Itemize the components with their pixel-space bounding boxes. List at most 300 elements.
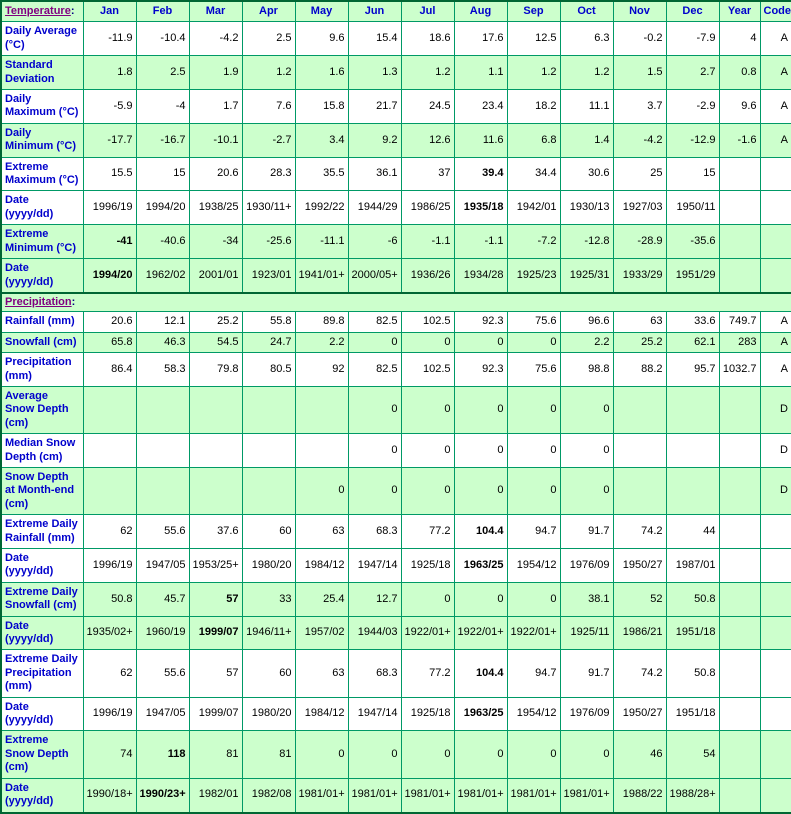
temperature-section-header-cell: [1, 1, 83, 22]
data-cell: [83, 434, 136, 468]
data-cell: 89.8: [295, 312, 348, 332]
data-cell: 50.8: [83, 582, 136, 616]
data-cell: A: [760, 90, 791, 124]
data-cell: 18.6: [401, 22, 454, 56]
col-header-may: May: [295, 1, 348, 22]
data-cell: 15.5: [83, 157, 136, 191]
data-cell: 52: [613, 582, 666, 616]
data-cell: 1999/07: [189, 697, 242, 731]
data-cell: A: [760, 123, 791, 157]
col-header-jun: Jun: [348, 1, 401, 22]
data-cell: 1925/31: [560, 259, 613, 293]
table-row: [1, 191, 791, 225]
data-cell: 1976/09: [560, 697, 613, 731]
precipitation-section-row: [1, 293, 791, 312]
precipitation-section-header-cell: [1, 293, 791, 312]
data-cell: 0: [401, 332, 454, 352]
data-cell: 2.5: [242, 22, 295, 56]
row-label: Median Snow Depth (cm): [1, 434, 83, 468]
row-label: Extreme Maximum (°C): [1, 157, 83, 191]
data-cell: 1951/18: [666, 697, 719, 731]
data-cell: 0: [348, 434, 401, 468]
data-cell: 15.4: [348, 22, 401, 56]
data-cell: 0: [507, 332, 560, 352]
data-cell: 1.2: [507, 56, 560, 90]
data-cell: 0: [560, 731, 613, 778]
data-cell: 1986/21: [613, 616, 666, 650]
data-cell: [760, 157, 791, 191]
data-cell: 1934/28: [454, 259, 507, 293]
row-label: Extreme Snow Depth (cm): [1, 731, 83, 778]
data-cell: 0: [454, 434, 507, 468]
row-label: Extreme Minimum (°C): [1, 225, 83, 259]
data-cell: 2.2: [295, 332, 348, 352]
data-cell: 57: [189, 650, 242, 697]
data-cell: 0: [348, 467, 401, 514]
row-label: Extreme Daily Rainfall (mm): [1, 515, 83, 549]
data-cell: 3.4: [295, 123, 348, 157]
data-cell: 44: [666, 515, 719, 549]
table-row: [1, 157, 791, 191]
precipitation-section-link[interactable]: Precipitation: [5, 295, 72, 308]
data-cell: 81: [242, 731, 295, 778]
data-cell: 1980/20: [242, 697, 295, 731]
data-cell: 0: [348, 386, 401, 433]
data-cell: 92.3: [454, 353, 507, 387]
row-label: Date (yyyy/dd): [1, 259, 83, 293]
row-label: Average Snow Depth (cm): [1, 386, 83, 433]
data-cell: A: [760, 353, 791, 387]
col-header-aug: Aug: [454, 1, 507, 22]
data-cell: -4.2: [613, 123, 666, 157]
data-cell: 62: [83, 515, 136, 549]
data-cell: 1987/01: [666, 549, 719, 583]
data-cell: 1950/27: [613, 697, 666, 731]
data-cell: 15.8: [295, 90, 348, 124]
data-cell: 1.4: [560, 123, 613, 157]
row-label: Date (yyyy/dd): [1, 697, 83, 731]
data-cell: [760, 778, 791, 812]
data-cell: 102.5: [401, 312, 454, 332]
data-cell: [760, 549, 791, 583]
data-cell: -11.9: [83, 22, 136, 56]
data-cell: 9.2: [348, 123, 401, 157]
data-cell: -25.6: [242, 225, 295, 259]
data-cell: [83, 386, 136, 433]
data-cell: 1.6: [295, 56, 348, 90]
data-cell: 95.7: [666, 353, 719, 387]
data-cell: 2.5: [136, 56, 189, 90]
data-cell: 80.5: [242, 353, 295, 387]
data-cell: -5.9: [83, 90, 136, 124]
data-cell: 6.8: [507, 123, 560, 157]
data-cell: 1925/23: [507, 259, 560, 293]
data-cell: 1950/27: [613, 549, 666, 583]
data-cell: 39.4: [454, 157, 507, 191]
data-cell: 283: [719, 332, 760, 352]
data-cell: 1954/12: [507, 697, 560, 731]
data-cell: 82.5: [348, 353, 401, 387]
section-colon: :: [71, 295, 76, 308]
row-label: Date (yyyy/dd): [1, 191, 83, 225]
table-row: [1, 582, 791, 616]
data-cell: 1992/22: [295, 191, 348, 225]
data-cell: 2.7: [666, 56, 719, 90]
data-cell: -2.7: [242, 123, 295, 157]
row-label: Snowfall (cm): [1, 332, 83, 352]
data-cell: 9.6: [295, 22, 348, 56]
data-cell: 1930/13: [560, 191, 613, 225]
data-cell: [719, 157, 760, 191]
data-cell: 25.4: [295, 582, 348, 616]
data-cell: -4.2: [189, 22, 242, 56]
data-cell: 68.3: [348, 515, 401, 549]
data-cell: 1976/09: [560, 549, 613, 583]
data-cell: A: [760, 22, 791, 56]
data-cell: 60: [242, 650, 295, 697]
col-header-feb: Feb: [136, 1, 189, 22]
data-cell: 0: [507, 386, 560, 433]
data-cell: -40.6: [136, 225, 189, 259]
data-cell: A: [760, 332, 791, 352]
data-cell: 55.8: [242, 312, 295, 332]
data-cell: [719, 434, 760, 468]
data-cell: 34.4: [507, 157, 560, 191]
data-cell: 0: [560, 434, 613, 468]
data-cell: 0: [507, 434, 560, 468]
table-row: [1, 312, 791, 332]
data-cell: 1925/18: [401, 697, 454, 731]
data-cell: 21.7: [348, 90, 401, 124]
data-cell: 0: [454, 386, 507, 433]
data-cell: 1957/02: [295, 616, 348, 650]
data-cell: 1981/01+: [295, 778, 348, 812]
data-cell: 79.8: [189, 353, 242, 387]
data-cell: 1935/18: [454, 191, 507, 225]
data-cell: [719, 778, 760, 812]
data-cell: [295, 386, 348, 433]
data-cell: -16.7: [136, 123, 189, 157]
data-cell: 68.3: [348, 650, 401, 697]
data-cell: 1936/26: [401, 259, 454, 293]
data-cell: 20.6: [83, 312, 136, 332]
data-cell: 92: [295, 353, 348, 387]
data-cell: [242, 386, 295, 433]
data-cell: 25.2: [189, 312, 242, 332]
data-cell: -34: [189, 225, 242, 259]
data-cell: [760, 697, 791, 731]
data-cell: 86.4: [83, 353, 136, 387]
data-cell: 30.6: [560, 157, 613, 191]
data-cell: 55.6: [136, 515, 189, 549]
data-cell: 20.6: [189, 157, 242, 191]
data-cell: 1.7: [189, 90, 242, 124]
data-cell: 36.1: [348, 157, 401, 191]
data-cell: 18.2: [507, 90, 560, 124]
data-cell: 11.1: [560, 90, 613, 124]
data-cell: 0: [348, 332, 401, 352]
data-cell: [666, 386, 719, 433]
data-cell: [719, 386, 760, 433]
row-label: Daily Minimum (°C): [1, 123, 83, 157]
data-cell: [760, 259, 791, 293]
data-cell: 28.3: [242, 157, 295, 191]
data-cell: 1990/18+: [83, 778, 136, 812]
data-cell: 12.5: [507, 22, 560, 56]
data-cell: 81: [189, 731, 242, 778]
data-cell: 1981/01+: [401, 778, 454, 812]
data-cell: 33: [242, 582, 295, 616]
data-cell: D: [760, 467, 791, 514]
data-cell: 1994/20: [136, 191, 189, 225]
data-cell: 35.5: [295, 157, 348, 191]
data-cell: 104.4: [454, 515, 507, 549]
data-cell: 1963/25: [454, 549, 507, 583]
data-cell: 25: [613, 157, 666, 191]
data-cell: 1933/29: [613, 259, 666, 293]
data-cell: 1981/01+: [348, 778, 401, 812]
data-cell: [719, 467, 760, 514]
row-label: Standard Deviation: [1, 56, 83, 90]
data-cell: 1951/18: [666, 616, 719, 650]
table-row: [1, 467, 791, 514]
data-cell: 0.8: [719, 56, 760, 90]
data-cell: -4: [136, 90, 189, 124]
data-cell: 0: [507, 731, 560, 778]
data-cell: -17.7: [83, 123, 136, 157]
table-row: [1, 515, 791, 549]
data-cell: 0: [560, 386, 613, 433]
data-cell: [613, 434, 666, 468]
data-cell: -28.9: [613, 225, 666, 259]
data-cell: 2000/05+: [348, 259, 401, 293]
data-cell: 1925/18: [401, 549, 454, 583]
data-cell: 0: [560, 467, 613, 514]
data-cell: 0: [401, 582, 454, 616]
data-cell: -7.2: [507, 225, 560, 259]
data-cell: 1962/02: [136, 259, 189, 293]
data-cell: -6: [348, 225, 401, 259]
data-cell: 0: [401, 467, 454, 514]
table-row: [1, 56, 791, 90]
data-cell: [760, 225, 791, 259]
data-cell: [189, 386, 242, 433]
temperature-section-link[interactable]: Temperature: [5, 5, 71, 17]
table-row: [1, 90, 791, 124]
data-cell: 77.2: [401, 650, 454, 697]
data-cell: 62: [83, 650, 136, 697]
section-colon: :: [70, 5, 75, 17]
row-label: Date (yyyy/dd): [1, 549, 83, 583]
data-cell: 98.8: [560, 353, 613, 387]
data-cell: 23.4: [454, 90, 507, 124]
column-header-row: [1, 1, 791, 22]
data-cell: 1982/08: [242, 778, 295, 812]
data-cell: 1988/28+: [666, 778, 719, 812]
data-cell: D: [760, 386, 791, 433]
data-cell: [719, 225, 760, 259]
col-header-apr: Apr: [242, 1, 295, 22]
col-header-code: Code: [760, 1, 791, 22]
data-cell: [136, 434, 189, 468]
table-row: [1, 225, 791, 259]
data-cell: -1.1: [454, 225, 507, 259]
data-cell: -35.6: [666, 225, 719, 259]
data-cell: 63: [295, 515, 348, 549]
data-cell: -10.4: [136, 22, 189, 56]
data-cell: 57: [189, 582, 242, 616]
data-cell: 1999/07: [189, 616, 242, 650]
data-cell: 75.6: [507, 353, 560, 387]
data-cell: A: [760, 56, 791, 90]
data-cell: 60: [242, 515, 295, 549]
data-cell: [719, 616, 760, 650]
data-cell: 54.5: [189, 332, 242, 352]
data-cell: 63: [613, 312, 666, 332]
data-cell: -12.8: [560, 225, 613, 259]
data-cell: [189, 434, 242, 468]
table-row: [1, 731, 791, 778]
data-cell: 1944/29: [348, 191, 401, 225]
data-cell: 1.3: [348, 56, 401, 90]
data-cell: 1944/03: [348, 616, 401, 650]
data-cell: 749.7: [719, 312, 760, 332]
data-cell: 1981/01+: [454, 778, 507, 812]
data-cell: 1922/01+: [454, 616, 507, 650]
data-cell: 92.3: [454, 312, 507, 332]
data-cell: [760, 582, 791, 616]
data-cell: 1.1: [454, 56, 507, 90]
data-cell: 1980/20: [242, 549, 295, 583]
data-cell: 1.5: [613, 56, 666, 90]
data-cell: 0: [401, 434, 454, 468]
data-cell: [719, 582, 760, 616]
data-cell: 1981/01+: [507, 778, 560, 812]
data-cell: 4: [719, 22, 760, 56]
table-row: [1, 650, 791, 697]
data-cell: 1996/19: [83, 549, 136, 583]
data-cell: 33.6: [666, 312, 719, 332]
data-cell: [719, 259, 760, 293]
data-cell: 1947/05: [136, 697, 189, 731]
data-cell: 3.7: [613, 90, 666, 124]
data-cell: 1941/01+: [295, 259, 348, 293]
data-cell: 50.8: [666, 582, 719, 616]
data-cell: 1954/12: [507, 549, 560, 583]
data-cell: 1927/03: [613, 191, 666, 225]
data-cell: 1946/11+: [242, 616, 295, 650]
col-header-mar: Mar: [189, 1, 242, 22]
data-cell: 17.6: [454, 22, 507, 56]
data-cell: 2001/01: [189, 259, 242, 293]
data-cell: 1996/19: [83, 191, 136, 225]
col-header-oct: Oct: [560, 1, 613, 22]
data-cell: 15: [136, 157, 189, 191]
data-cell: [613, 386, 666, 433]
data-cell: 0: [401, 386, 454, 433]
data-cell: [760, 616, 791, 650]
data-cell: 1.2: [242, 56, 295, 90]
data-cell: -7.9: [666, 22, 719, 56]
data-cell: 1935/02+: [83, 616, 136, 650]
data-cell: [666, 467, 719, 514]
data-cell: 15: [666, 157, 719, 191]
data-cell: [719, 697, 760, 731]
data-cell: 12.6: [401, 123, 454, 157]
data-cell: 1922/01+: [507, 616, 560, 650]
data-cell: 1953/25+: [189, 549, 242, 583]
data-cell: 1032.7: [719, 353, 760, 387]
data-cell: 1922/01+: [401, 616, 454, 650]
data-cell: 0: [454, 582, 507, 616]
table-row: [1, 697, 791, 731]
data-cell: 46.3: [136, 332, 189, 352]
data-cell: 11.6: [454, 123, 507, 157]
data-cell: 1942/01: [507, 191, 560, 225]
data-cell: D: [760, 434, 791, 468]
data-cell: [719, 549, 760, 583]
table-row: [1, 616, 791, 650]
data-cell: [719, 731, 760, 778]
data-cell: -41: [83, 225, 136, 259]
data-cell: -11.1: [295, 225, 348, 259]
data-cell: [760, 191, 791, 225]
data-cell: 1982/01: [189, 778, 242, 812]
data-cell: 6.3: [560, 22, 613, 56]
data-cell: 1947/05: [136, 549, 189, 583]
row-label: Date (yyyy/dd): [1, 616, 83, 650]
data-cell: -2.9: [666, 90, 719, 124]
data-cell: 7.6: [242, 90, 295, 124]
data-cell: 0: [348, 731, 401, 778]
col-header-sep: Sep: [507, 1, 560, 22]
data-cell: 58.3: [136, 353, 189, 387]
col-header-jul: Jul: [401, 1, 454, 22]
data-cell: [760, 515, 791, 549]
data-cell: 94.7: [507, 650, 560, 697]
data-cell: 50.8: [666, 650, 719, 697]
data-cell: [242, 434, 295, 468]
data-cell: [666, 434, 719, 468]
data-cell: 1.9: [189, 56, 242, 90]
row-label: Precipitation (mm): [1, 353, 83, 387]
row-label: Daily Maximum (°C): [1, 90, 83, 124]
data-cell: -0.2: [613, 22, 666, 56]
data-cell: 77.2: [401, 515, 454, 549]
data-cell: 1923/01: [242, 259, 295, 293]
data-cell: 1988/22: [613, 778, 666, 812]
data-cell: 62.1: [666, 332, 719, 352]
data-cell: 0: [295, 731, 348, 778]
data-cell: [760, 731, 791, 778]
table-row: [1, 22, 791, 56]
data-cell: [719, 191, 760, 225]
table-row: [1, 332, 791, 352]
data-cell: 25.2: [613, 332, 666, 352]
data-cell: [242, 467, 295, 514]
data-cell: -12.9: [666, 123, 719, 157]
data-cell: A: [760, 312, 791, 332]
data-cell: 91.7: [560, 515, 613, 549]
data-cell: -1.6: [719, 123, 760, 157]
data-cell: [136, 386, 189, 433]
data-cell: [613, 467, 666, 514]
data-cell: [136, 467, 189, 514]
data-cell: 74: [83, 731, 136, 778]
table-row: [1, 259, 791, 293]
data-cell: 1947/14: [348, 697, 401, 731]
data-cell: 1.8: [83, 56, 136, 90]
